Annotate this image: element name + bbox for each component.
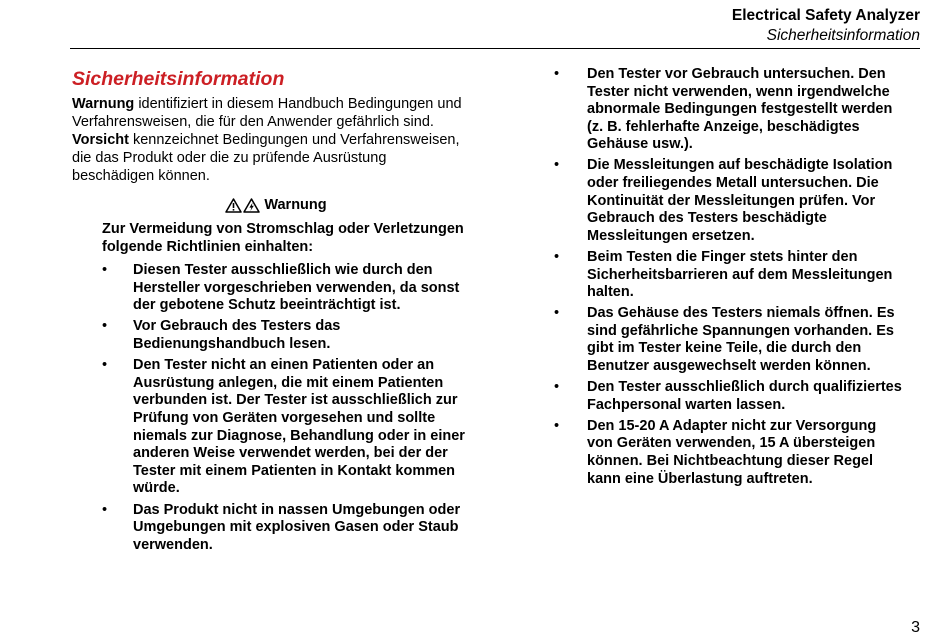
bullet-icon: •: [102, 262, 108, 278]
page-number: 3: [911, 619, 920, 636]
bullet-icon: •: [554, 305, 560, 322]
bullet-icon: •: [102, 501, 108, 518]
list-item: [554, 157, 904, 245]
warning-heading: [102, 196, 450, 214]
list-item: [554, 249, 904, 302]
left-column: [72, 66, 470, 558]
list-item-text: Den Tester ausschließlich durch qualifiziertes Fachpersonal warten lassen.: [587, 379, 902, 413]
bullet-icon: •: [102, 357, 108, 374]
header-subtitle: Sicherheitsinformation: [766, 27, 920, 44]
header-divider: [70, 48, 920, 49]
warning-list-right: [554, 66, 904, 488]
list-item-text: Die Messleitungen auf beschädigte Isolation oder freiliegendes Metall untersuchen. Die Kontinuität der Messleitungen prüfen. Vor Gebrauch des Testers beschädigte Messleitungen ersetzen.: [587, 157, 893, 244]
page-header: [732, 6, 920, 46]
bullet-icon: •: [102, 318, 108, 335]
list-item-text: Den Tester nicht an einen Patienten oder an Ausrüstung anlegen, die mit einem Patienten verbunden ist. Der Tester ist ausschließlich zur Prüfung von Geräten vorgesehen und sollte niemals zur Diagnose, Behandlung oder in einer anderen Weise verwendet werden, bei der der Tester mit einem Patienten in Kontakt kommen würde.: [133, 357, 465, 497]
warning-triangle-icon: [225, 198, 242, 213]
list-item: [554, 418, 904, 488]
bullet-icon: •: [554, 157, 560, 174]
list-item-text: Diesen Tester ausschließlich wie durch den Hersteller vorgeschrieben verwenden, da sonst der gebotene Schutz beeinträchtigt ist.: [133, 262, 460, 314]
header-title: Electrical Safety Analyzer: [731, 7, 920, 24]
warning-block: [102, 196, 470, 554]
list-item-text: Das Gehäuse des Testers niemals öffnen. Es sind gefährliche Spannungen vorhanden. Es gibt im Tester keine Teile, die durch den Benutzer ausgewechselt werden können.: [587, 305, 895, 374]
intro-paragraph: [72, 95, 470, 185]
bullet-icon: •: [554, 66, 560, 82]
list-item-text: Beim Testen die Finger stets hinter den Sicherheitsbarrieren auf dem Messleitungen halten.: [587, 248, 893, 301]
vorsicht-definition: kennzeichnet Bedingungen und Verfahrensweisen, die das Produkt oder die zu prüfende Ausrüstung beschädigen können.: [72, 132, 460, 184]
electrical-hazard-icon: [243, 198, 260, 213]
warning-heading-label: Warnung: [264, 197, 327, 213]
bullet-icon: •: [554, 379, 560, 396]
list-item: [102, 357, 470, 498]
vorsicht-term: Vorsicht: [72, 132, 129, 148]
list-item: [102, 502, 470, 555]
list-item-text: Den Tester vor Gebrauch untersuchen. Den Tester nicht verwenden, wenn irgendwelche abnormale Bedingungen festgestellt werden (z. B. fehlerhafte Anzeige, beschädigtes Gehäuse usw.).: [587, 66, 893, 153]
list-item-text: Das Produkt nicht in nassen Umgebungen oder Umgebungen mit explosiven Gasen oder Staub verwenden.: [133, 501, 461, 553]
list-item: [554, 379, 904, 414]
bullet-icon: •: [554, 417, 560, 434]
warnung-definition: identifiziert in diesem Handbuch Bedingungen und Verfahrensweisen, die für den Anwender gefährlich sind.: [72, 96, 462, 130]
section-title: Sicherheitsinformation: [72, 68, 285, 90]
list-item: [554, 305, 904, 375]
list-item: [102, 262, 470, 315]
list-item: [102, 318, 470, 353]
list-item-text: Den 15-20 A Adapter nicht zur Versorgung von Geräten verwenden, 15 A übersteigen können. Bei Nichtbeachtung dieser Regel kann eine Überlastung auftreten.: [587, 417, 877, 487]
warnung-term: Warnung: [72, 96, 135, 112]
list-item-text: Vor Gebrauch des Testers das Bedienungshandbuch lesen.: [133, 318, 341, 352]
right-column: [554, 66, 904, 492]
warning-list-left: [102, 262, 470, 554]
warning-intro: Zur Vermeidung von Stromschlag oder Verletzungen folgende Richtlinien einhalten:: [102, 221, 464, 255]
list-item: [554, 66, 904, 154]
bullet-icon: •: [554, 248, 560, 265]
warning-symbols: [225, 198, 260, 213]
